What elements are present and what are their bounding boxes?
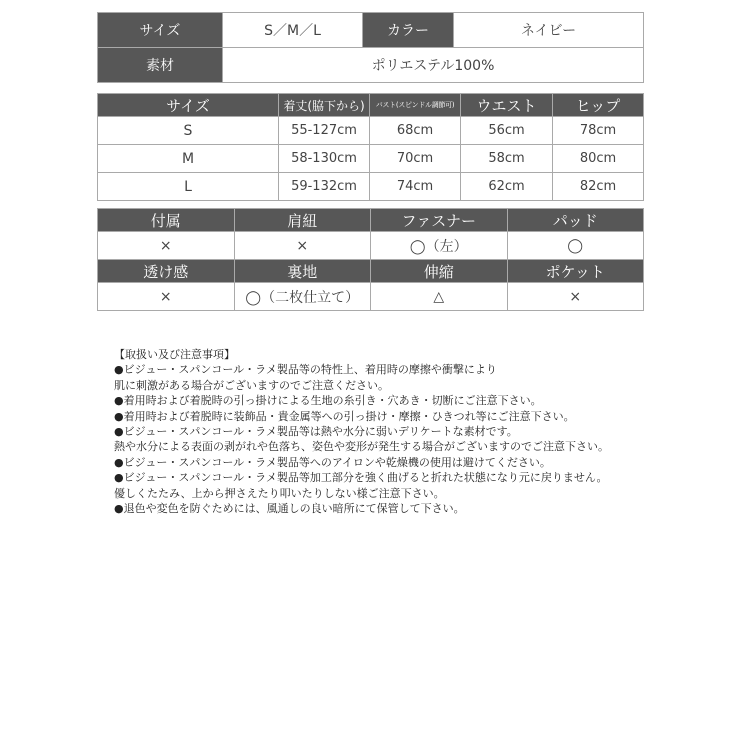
lining-value: ◯（二枚仕立て） <box>234 283 371 311</box>
sheerness-value: × <box>98 283 235 311</box>
basic-row-size-color <box>98 13 644 48</box>
waist-cell: 56cm <box>461 117 553 145</box>
length-cell: 55-127cm <box>279 117 370 145</box>
care-note-line: ●着用時および着脱時に装飾品・貴金属等への引っ掛け・摩擦・ひきつれ等にご注意下さい。 <box>114 409 575 423</box>
attributes-value-row <box>98 283 644 311</box>
length-cell: 58-130cm <box>279 145 370 173</box>
bust-cell: 68cm <box>370 117 461 145</box>
basic-info-table <box>97 12 644 83</box>
size-header-hip: ヒップ <box>553 94 644 117</box>
material-value: ポリエステル100% <box>223 48 644 83</box>
sheerness-header: 透け感 <box>98 260 235 283</box>
pad-value: ◯ <box>507 232 644 260</box>
length-cell: 59-132cm <box>279 173 370 201</box>
care-notes <box>114 347 674 516</box>
size-table-header <box>98 94 644 117</box>
stretch-value: △ <box>371 283 508 311</box>
attributes-table <box>97 208 644 311</box>
care-note-line: ●ビジュー・スパンコール・ラメ製品等は熱や水分に弱いデリケートな素材です。 <box>114 425 518 439</box>
care-note-line: ●ビジュー・スパンコール・ラメ製品等加工部分を強く曲げると折れた状態になり元に戻りません。 <box>114 471 608 485</box>
size-table <box>97 93 644 201</box>
size-cell: S <box>98 117 279 145</box>
waist-cell: 62cm <box>461 173 553 201</box>
waist-cell: 58cm <box>461 145 553 173</box>
size-header-length: 着丈(脇下から) <box>279 94 370 117</box>
lining-header: 裏地 <box>234 260 371 283</box>
attributes-value-row <box>98 232 644 260</box>
accessory-header: 付属 <box>98 209 235 232</box>
hip-cell: 78cm <box>553 117 644 145</box>
stretch-header: 伸縮 <box>371 260 508 283</box>
care-note-line: ●ビジュー・スパンコール・ラメ製品等へのアイロンや乾燥機の使用は避けてください。 <box>114 455 551 469</box>
care-note-line: ●ビジュー・スパンコール・ラメ製品等の特性上、着用時の摩擦や衝撃により <box>114 363 497 377</box>
care-note-line: 優しくたたみ、上から押さえたり叩いたりしない様ご注意下さい。 <box>114 486 445 500</box>
size-header-size: サイズ <box>98 94 279 117</box>
color-value: ネイビー <box>454 13 644 48</box>
table-row <box>98 117 644 145</box>
hip-cell: 82cm <box>553 173 644 201</box>
shoulder-strap-header: 肩紐 <box>234 209 371 232</box>
size-header-bust: バスト(スピンドル調節可) <box>370 94 461 117</box>
accessory-value: × <box>98 232 235 260</box>
care-note-line: ●着用時および着脱時の引っ掛けによる生地の糸引き・穴あき・切断にご注意下さい。 <box>114 394 542 408</box>
size-header-waist: ウエスト <box>461 94 553 117</box>
bust-cell: 70cm <box>370 145 461 173</box>
zipper-header: ファスナー <box>371 209 508 232</box>
size-cell: M <box>98 145 279 173</box>
material-label: 素材 <box>98 48 223 83</box>
care-note-line: ●退色や変色を防ぐためには、風通しの良い暗所にて保管して下さい。 <box>114 502 465 516</box>
size-value: S／M／L <box>223 13 363 48</box>
care-note-line: 熱や水分による表面の剥がれや色落ち、姿色や変形が発生する場合がございますのでご注意下さい。 <box>114 440 609 454</box>
size-label: サイズ <box>98 13 223 48</box>
size-cell: L <box>98 173 279 201</box>
attributes-header-row <box>98 260 644 283</box>
table-row <box>98 145 644 173</box>
hip-cell: 80cm <box>553 145 644 173</box>
pocket-value: × <box>507 283 644 311</box>
care-note-line: 肌に刺激がある場合がございますのでご注意ください。 <box>114 378 389 392</box>
bust-cell: 74cm <box>370 173 461 201</box>
zipper-value: ◯（左） <box>371 232 508 260</box>
pad-header: パッド <box>507 209 644 232</box>
color-label: カラー <box>363 13 454 48</box>
attributes-header-row <box>98 209 644 232</box>
table-row <box>98 173 644 201</box>
care-notes-heading: 【取扱い及び注意事項】 <box>114 348 235 361</box>
shoulder-strap-value: × <box>234 232 371 260</box>
basic-row-material <box>98 48 644 83</box>
pocket-header: ポケット <box>507 260 644 283</box>
